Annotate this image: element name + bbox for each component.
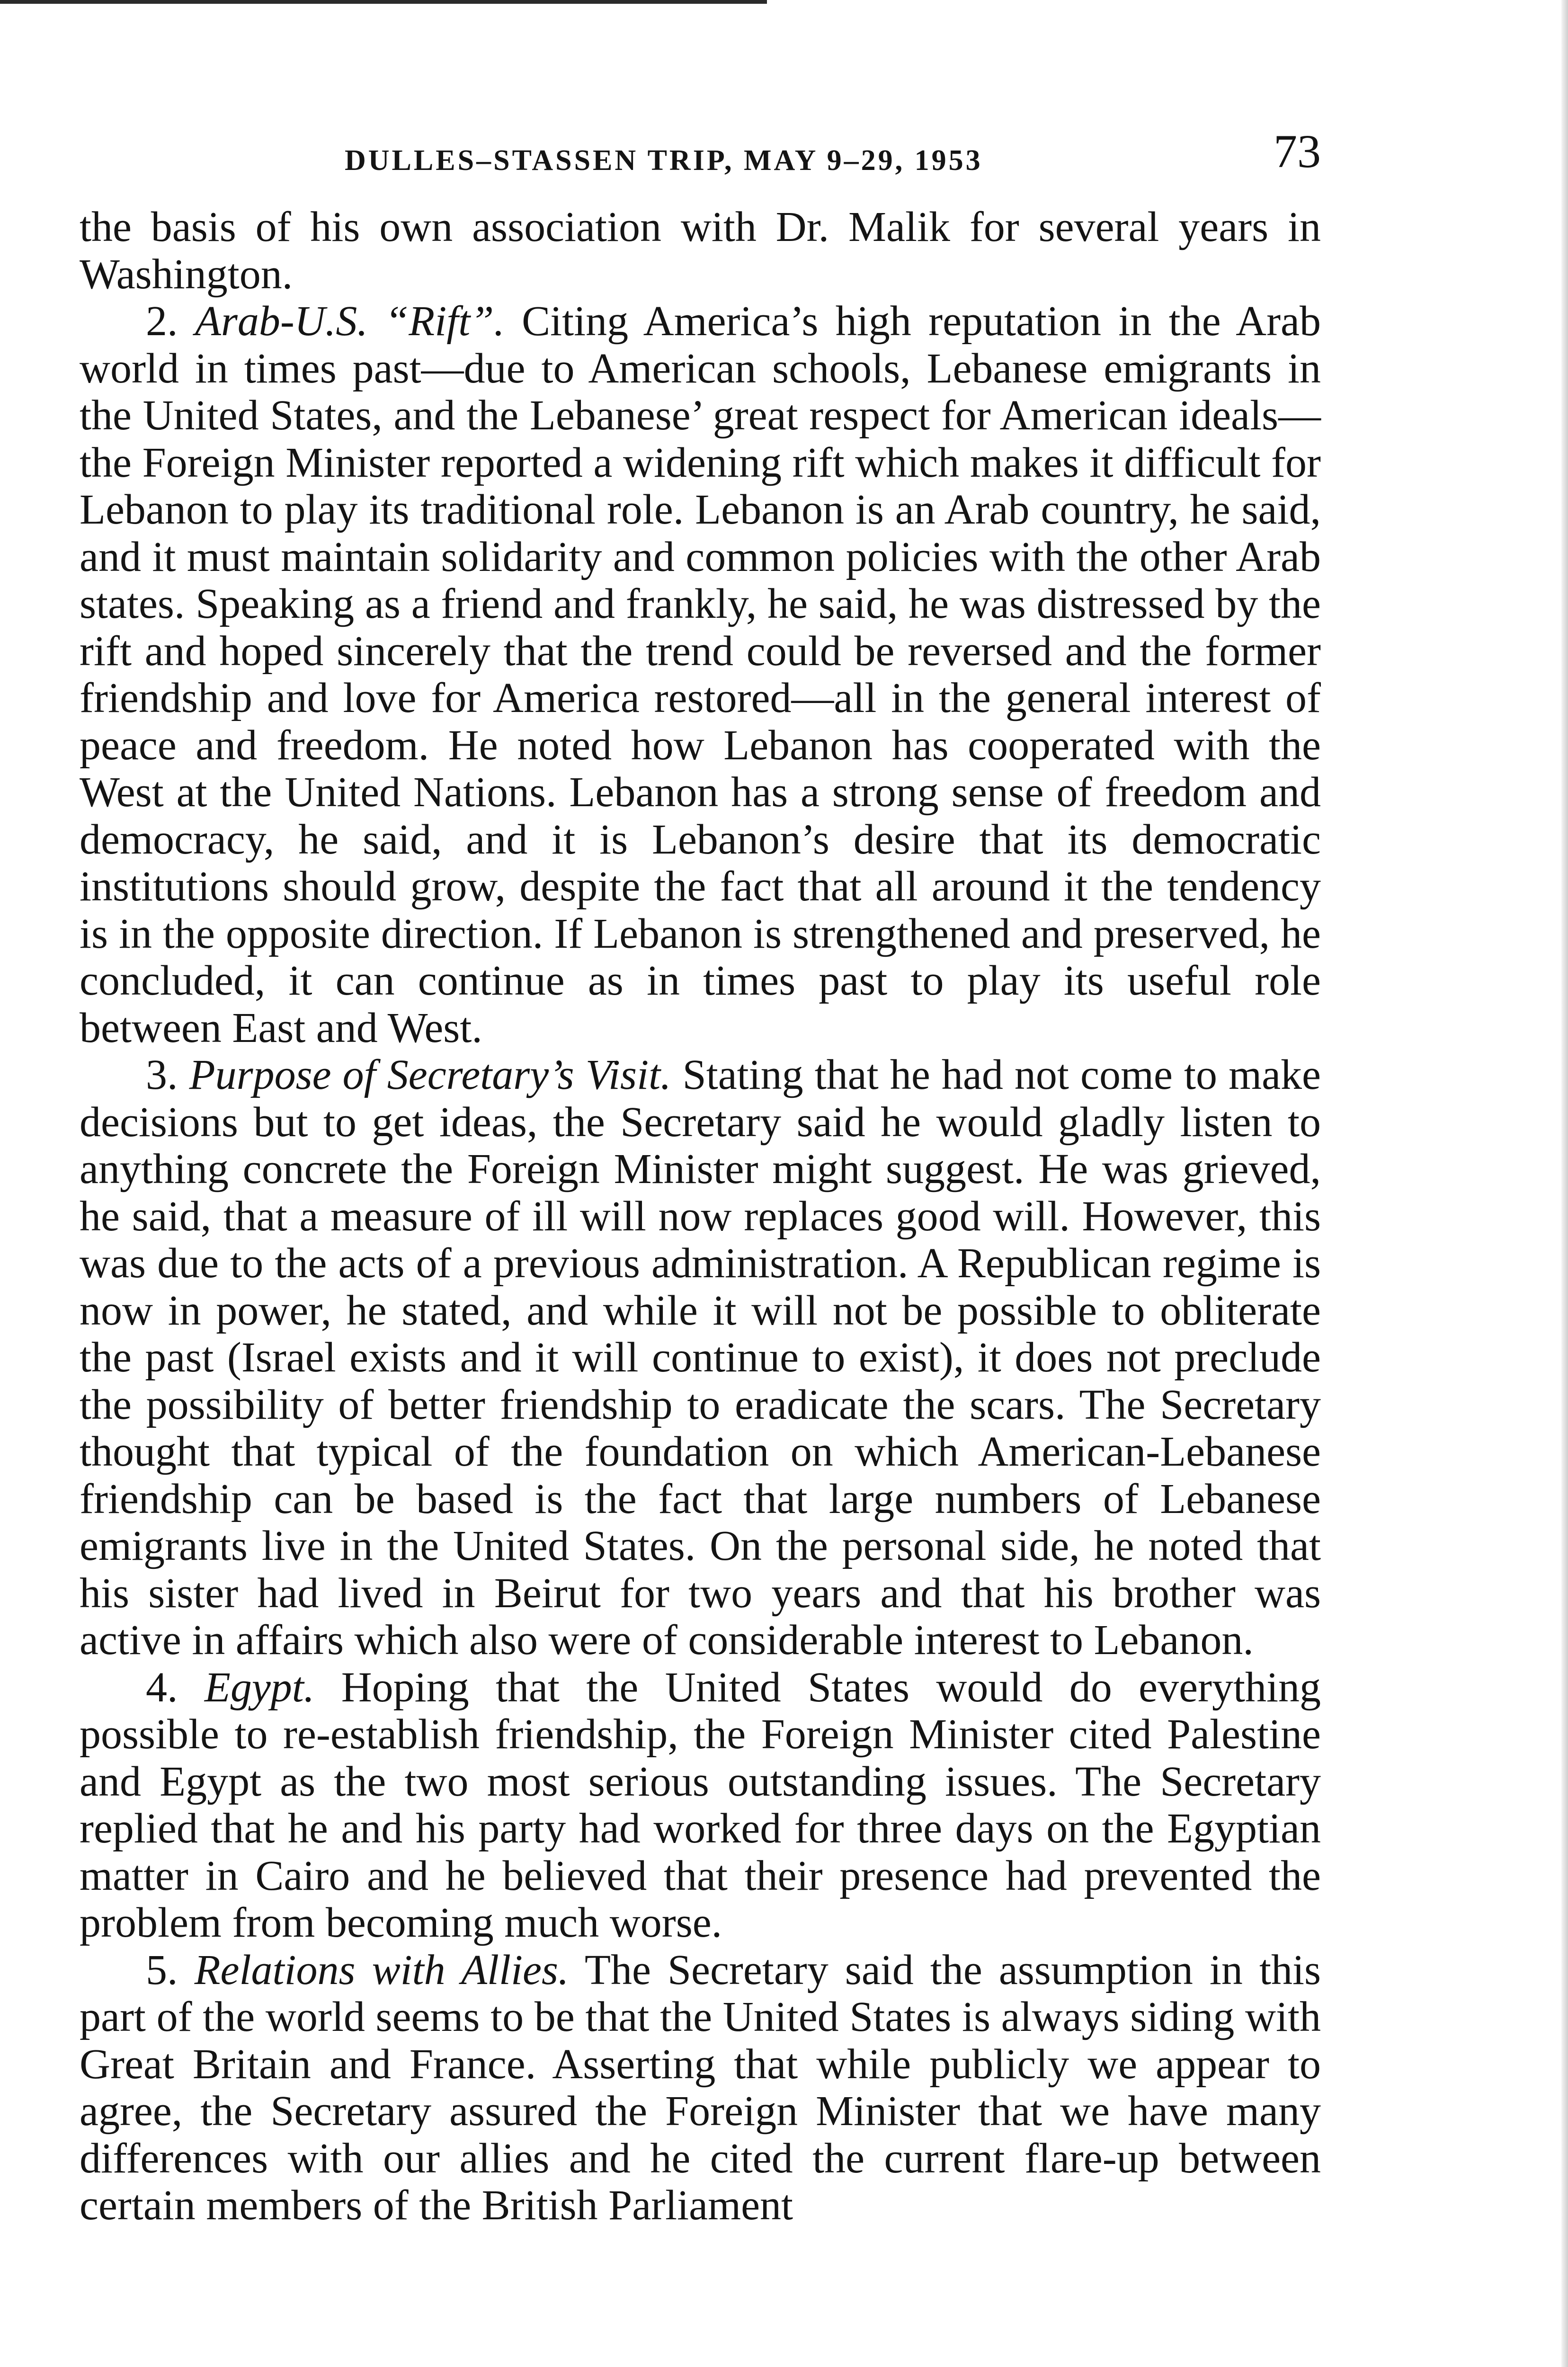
page-edge-shadow	[1561, 0, 1568, 2367]
paragraph-text: the basis of his own association with Dr. Malik for several years in Washington.	[80, 204, 1321, 298]
paragraph-text: Stating that he had not come to make decisions but to get ideas, the Secretary said he would gladly listen to anything concrete the Foreign Minister might suggest. He was grieved, he said, that a measure of ill will now replaces good will. However, this was due to the acts of a previous administration. A Republican regime is now in power, he stated, and while it will not be possible to obliterate the past (Israel exists and it will continue to exist), it does not preclude the possibility of better friendship to eradicate the scars. The Secretary thought that typical of the foundation on which American-Lebanese friendship can be based is the fact that large numbers of Lebanese emigrants live in the United States. On the personal side, he noted that his sister had lived in Beirut for two years and that his brother was active in affairs which also were of considerable interest to Lebanon.	[80, 1051, 1321, 1664]
paragraph-heading: Relations with Allies.	[194, 1946, 569, 1993]
top-rule	[0, 0, 767, 4]
page-number: 73	[1274, 125, 1321, 178]
paragraph-heading: Arab-U.S. “Rift”.	[195, 298, 505, 345]
paragraph-text: Hoping that the United States would do everything possible to re-establish friendship, the Foreign Minister cited Palestine and Egypt as the two most serious outstanding issues. The Secretary replied that he and his party had worked for three days on the Egyptian matter in Cairo and he believed that their presence had prevented the problem from becoming much worse.	[80, 1664, 1321, 1946]
paragraph-number: 5.	[146, 1946, 178, 1993]
paragraph-number: 4.	[146, 1664, 178, 1711]
paragraph-number: 3.	[146, 1051, 178, 1098]
paragraph-number: 2.	[146, 298, 178, 345]
paragraph-arab-us-rift	[80, 298, 1321, 1051]
paragraph-text: Citing America’s high reputation in the Arab world in times past—due to American schools, Lebanese emigrants in the United States, and the Lebanese’ great respect for American ideals—the Foreign Minister reported a widening rift which makes it difficult for Lebanon to play its traditional role. Lebanon is an Arab country, he said, and it must maintain solidarity and common policies with the other Arab states. Speaking as a friend and frankly, he said, he was distressed by the rift and hoped sincerely that the trend could be reversed and the former friendship and love for America restored—all in the general interest of peace and freedom. He noted how Lebanon has cooperated with the West at the United Nations. Lebanon has a strong sense of freedom and democracy, he said, and it is Lebanon’s desire that its democratic institutions should grow, despite the fact that all around it the tendency is in the opposite direction. If Lebanon is strengthened and preserved, he concluded, it can continue as in times past to play its useful role between East and West.	[80, 298, 1321, 1051]
paragraph-egypt	[80, 1664, 1321, 1947]
paragraph-purpose-of-visit	[80, 1051, 1321, 1664]
paragraph-relations-with-allies	[80, 1947, 1321, 2229]
paragraph-heading: Purpose of Secretary’s Visit.	[189, 1051, 671, 1098]
paragraph-continuation	[80, 204, 1321, 298]
paragraph-heading: Egypt.	[204, 1664, 315, 1711]
paragraph-text: The Secretary said the assumption in this part of the world seems to be that the United States is always siding with Great Britain and France. Asserting that while publicly we appear to agree, the Secretary assured the Foreign Minister that we have many differences with our allies and he cited the current flare-up between certain members of the British Parliament	[80, 1946, 1321, 2229]
running-head: DULLES–STASSEN TRIP, MAY 9–29, 1953	[345, 144, 983, 177]
page-header	[80, 125, 1321, 199]
body-text	[80, 204, 1321, 2229]
